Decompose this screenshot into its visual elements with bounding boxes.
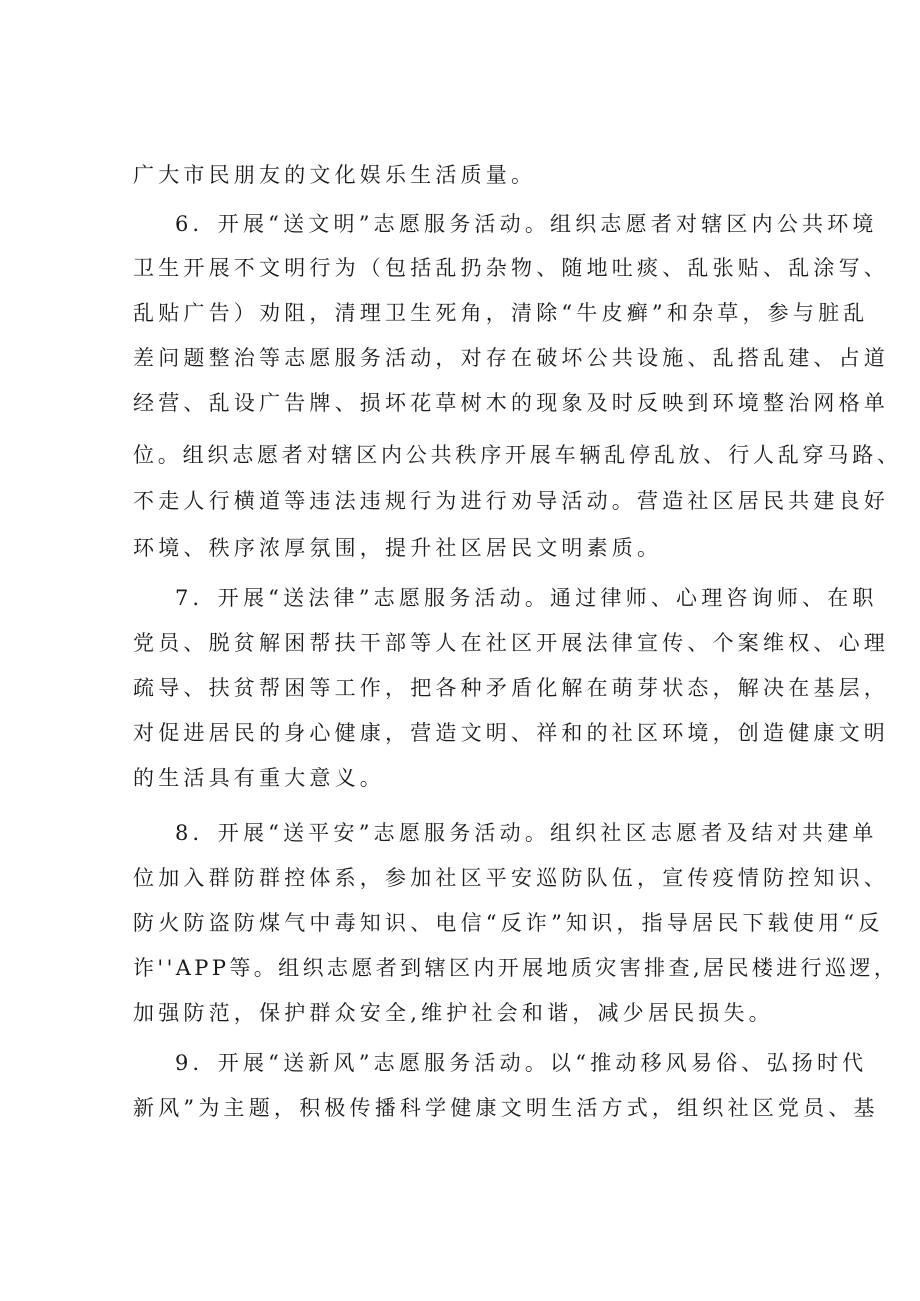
text-line: 疏导、扶贫帮困等工作，把各种矛盾化解在萌芽状态，解决在基层， — [133, 676, 889, 700]
text-line: 不走人行横道等违法违规行为进行劝导活动。营造社区居民共建良好 — [133, 489, 889, 513]
text-line: 对促进居民的身心健康，营造文明、祥和的社区环境，创造健康文明 — [133, 721, 889, 745]
text-line: 环境、秩序浓厚氛围，提升社区居民文明素质。 — [133, 536, 663, 560]
text-line: 位加入群防群控体系，参加社区平安巡防队伍，宣传疫情防控知识、 — [133, 866, 889, 890]
text-line: 党员、脱贫解困帮扶干部等人在社区开展法律宣传、个案维权、心理 — [133, 631, 889, 655]
paragraph-7-start: 7．开展“送法律”志愿服务活动。通过律师、心理咨询师、在职 — [175, 586, 878, 610]
paragraph-9-start: 9．开展“送新风”志愿服务活动。以“推动移风易俗、弘扬时代 — [175, 1051, 868, 1075]
text-line: 差问题整治等志愿服务活动，对存在破坏公共设施、乱搭乱建、占道 — [133, 346, 889, 370]
text-line: 诈''APP等。组织志愿者到辖区内开展地质灾害排查,居民楼进行巡逻， — [133, 956, 899, 980]
text-line: 新风”为主题，积极传播科学健康文明生活方式，组织社区党员、基 — [133, 1096, 879, 1120]
text-line: 乱贴广告）劝阻，清理卫生死角，清除“牛皮癣”和杂草，参与脏乱 — [133, 301, 869, 325]
text-line: 卫生开展不文明行为（包括乱扔杂物、随地吐痰、乱张贴、乱涂写、 — [133, 256, 889, 280]
text-line: 经营、乱设广告牌、损坏花草树木的现象及时反映到环境整治网格单 — [133, 391, 889, 415]
text-line: 的生活具有重大意义。 — [133, 766, 385, 790]
text-line: 广大市民朋友的文化娱乐生活质量。 — [133, 163, 537, 187]
text-line: 防火防盗防煤气中毒知识、电信“反诈”知识，指导居民下载使用“反 — [133, 911, 884, 935]
text-line: 加强防范，保护群众安全,维护社会和谐，减少居民损失。 — [133, 1001, 774, 1025]
text-line: 位。组织志愿者对辖区内公共秩序开展车辆乱停乱放、行人乱穿马路、 — [133, 443, 902, 467]
paragraph-6-start: 6．开展“送文明”志愿服务活动。组织志愿者对辖区内公共环境 — [175, 212, 878, 236]
paragraph-8-start: 8．开展“送平安”志愿服务活动。组织社区志愿者及结对共建单 — [175, 821, 878, 845]
